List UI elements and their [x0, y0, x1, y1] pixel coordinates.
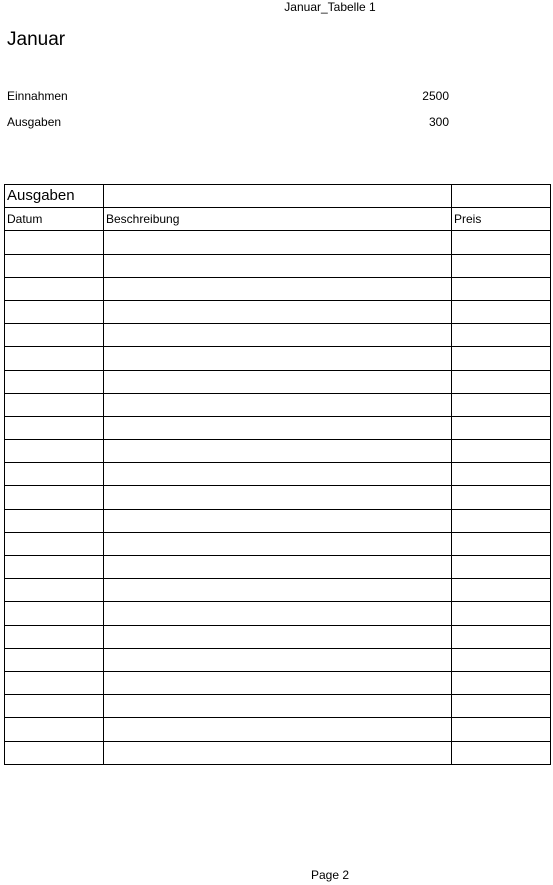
table-cell[interactable]	[452, 718, 551, 741]
table-row	[5, 486, 551, 509]
table-cell[interactable]	[104, 393, 452, 416]
table-cell[interactable]	[452, 625, 551, 648]
table-cell[interactable]	[452, 509, 551, 532]
table-cell[interactable]	[5, 463, 104, 486]
table-cell[interactable]	[104, 648, 452, 671]
table-cell[interactable]	[104, 185, 452, 208]
table-row	[5, 532, 551, 555]
table-row	[5, 579, 551, 602]
table-cell[interactable]	[5, 671, 104, 694]
table-cell[interactable]	[5, 509, 104, 532]
income-label: Einnahmen	[7, 89, 68, 103]
table-row	[5, 602, 551, 625]
table-row	[5, 277, 551, 300]
table-row	[5, 254, 551, 277]
table-cell[interactable]	[104, 671, 452, 694]
table-cell[interactable]	[452, 741, 551, 764]
table-row	[5, 556, 551, 579]
table-cell[interactable]	[452, 463, 551, 486]
table-cell[interactable]	[5, 347, 104, 370]
table-cell[interactable]	[5, 486, 104, 509]
table-cell[interactable]	[104, 532, 452, 555]
sheet-header-title: Januar_Tabelle 1	[284, 0, 376, 14]
page-number: Page 2	[310, 868, 350, 882]
expenses-section-title[interactable]: Ausgaben	[5, 185, 104, 208]
table-cell[interactable]	[104, 509, 452, 532]
expenses-table	[4, 184, 551, 765]
table-cell[interactable]	[5, 556, 104, 579]
table-cell[interactable]	[104, 370, 452, 393]
table-cell[interactable]	[5, 718, 104, 741]
table-row	[5, 393, 551, 416]
income-value: 2500	[422, 89, 449, 103]
table-cell[interactable]	[104, 347, 452, 370]
table-cell[interactable]	[5, 532, 104, 555]
table-cell[interactable]	[452, 671, 551, 694]
table-row	[5, 416, 551, 439]
table-cell[interactable]	[104, 440, 452, 463]
expenses-section-row	[5, 185, 551, 208]
column-header-description[interactable]: Beschreibung	[104, 208, 452, 231]
table-cell[interactable]	[104, 277, 452, 300]
table-row	[5, 370, 551, 393]
table-cell[interactable]	[5, 300, 104, 323]
table-cell[interactable]	[452, 416, 551, 439]
table-cell[interactable]	[104, 695, 452, 718]
expense-value: 300	[428, 115, 449, 129]
table-row	[5, 324, 551, 347]
table-row	[5, 231, 551, 254]
table-row	[5, 648, 551, 671]
table-cell[interactable]	[452, 231, 551, 254]
table-cell[interactable]	[5, 695, 104, 718]
column-header-date[interactable]: Datum	[5, 208, 104, 231]
month-title: Januar	[7, 29, 66, 50]
table-row	[5, 695, 551, 718]
table-cell[interactable]	[104, 416, 452, 439]
column-header-price[interactable]: Preis	[452, 208, 551, 231]
table-cell[interactable]	[452, 440, 551, 463]
table-cell[interactable]	[104, 718, 452, 741]
table-cell[interactable]	[5, 254, 104, 277]
table-row	[5, 463, 551, 486]
table-row	[5, 440, 551, 463]
table-cell[interactable]	[452, 486, 551, 509]
table-cell[interactable]	[5, 393, 104, 416]
table-cell[interactable]	[452, 602, 551, 625]
table-cell[interactable]	[452, 532, 551, 555]
table-cell[interactable]	[452, 579, 551, 602]
table-cell[interactable]	[452, 185, 551, 208]
table-cell[interactable]	[452, 695, 551, 718]
column-header-row	[5, 208, 551, 231]
table-cell[interactable]	[104, 231, 452, 254]
table-cell[interactable]	[452, 347, 551, 370]
table-cell[interactable]	[452, 370, 551, 393]
table-cell[interactable]	[104, 579, 452, 602]
table-row	[5, 300, 551, 323]
table-cell[interactable]	[5, 741, 104, 764]
table-cell[interactable]	[104, 254, 452, 277]
table-cell[interactable]	[5, 277, 104, 300]
table-cell[interactable]	[104, 324, 452, 347]
table-cell[interactable]	[5, 602, 104, 625]
table-row	[5, 347, 551, 370]
table-cell[interactable]	[5, 625, 104, 648]
table-cell[interactable]	[104, 602, 452, 625]
table-row	[5, 718, 551, 741]
table-cell[interactable]	[104, 625, 452, 648]
table-cell[interactable]	[104, 300, 452, 323]
table-cell[interactable]	[5, 440, 104, 463]
table-cell[interactable]	[5, 231, 104, 254]
table-row	[5, 671, 551, 694]
table-cell[interactable]	[5, 416, 104, 439]
table-cell[interactable]	[5, 324, 104, 347]
table-cell[interactable]	[5, 648, 104, 671]
table-cell[interactable]	[104, 486, 452, 509]
table-cell[interactable]	[5, 579, 104, 602]
table-cell[interactable]	[5, 370, 104, 393]
table-cell[interactable]	[452, 556, 551, 579]
table-cell[interactable]	[452, 277, 551, 300]
table-cell[interactable]	[452, 393, 551, 416]
table-row	[5, 625, 551, 648]
table-cell[interactable]	[452, 300, 551, 323]
table-cell[interactable]	[104, 741, 452, 764]
table-cell[interactable]	[452, 254, 551, 277]
table-row	[5, 741, 551, 764]
table-cell[interactable]	[104, 463, 452, 486]
expense-label: Ausgaben	[7, 115, 62, 129]
table-cell[interactable]	[452, 648, 551, 671]
table-cell[interactable]	[452, 324, 551, 347]
table-row	[5, 509, 551, 532]
table-cell[interactable]	[104, 556, 452, 579]
